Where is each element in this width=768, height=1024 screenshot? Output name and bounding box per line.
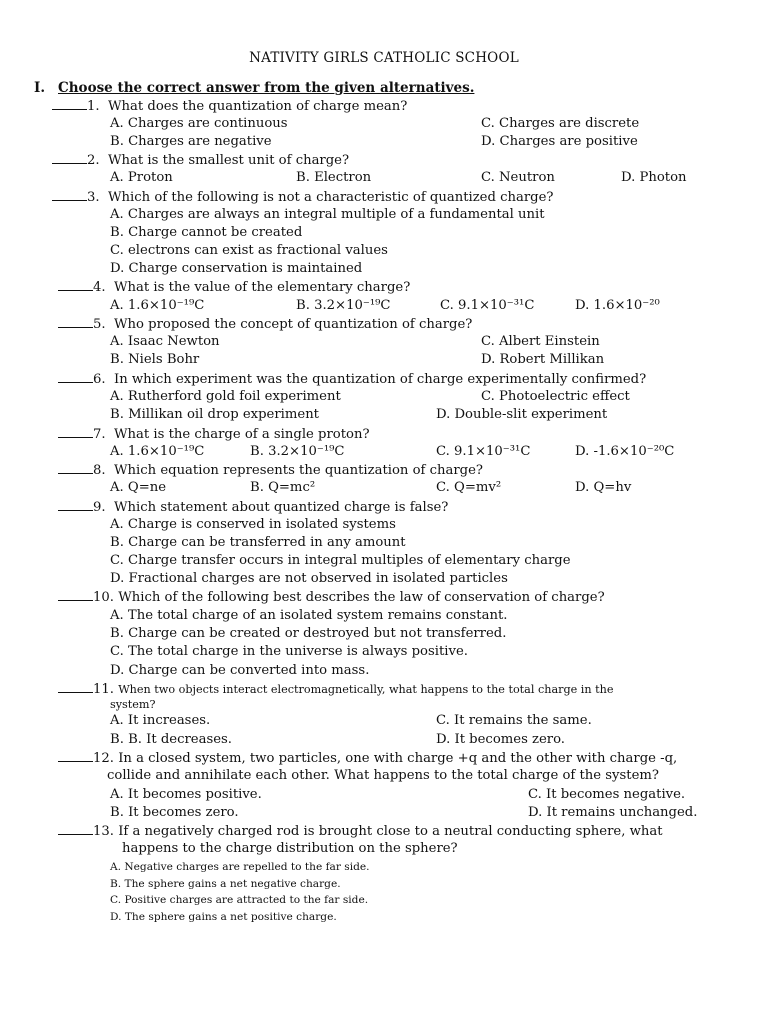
question-text: What is the value of the elementary charge?	[113, 280, 411, 295]
question-5	[58, 316, 472, 333]
question-9	[58, 499, 448, 516]
question-1	[52, 98, 407, 115]
option: D. Charge conservation is maintained	[110, 261, 363, 276]
question-4	[58, 279, 410, 296]
question-10	[58, 589, 605, 606]
option: B. Electron	[296, 170, 372, 185]
question-number: 2.	[87, 153, 100, 168]
answer-blank[interactable]	[58, 589, 93, 601]
question-text: Which of the following best describes the law of conservation of charge?	[118, 590, 605, 605]
option: B. Niels Bohr	[110, 352, 200, 367]
question-number: 7.	[93, 427, 106, 442]
option: D. -1.6×10⁻²⁰C	[575, 444, 675, 459]
option: D. Robert Millikan	[481, 352, 605, 367]
question-text: Which equation represents the quantization of charge?	[113, 463, 483, 478]
option: C. Q=mv²	[436, 480, 502, 495]
answer-blank[interactable]	[52, 98, 87, 110]
question-11	[58, 681, 613, 698]
option: B. The sphere gains a net negative charge.	[110, 878, 341, 890]
question-6	[58, 371, 646, 388]
question-text: In a closed system, two particles, one with charge +q and the other with charge -q,	[118, 751, 678, 766]
answer-blank[interactable]	[58, 316, 93, 328]
question-text: If a negatively charged rod is brought close to a neutral conducting sphere, what	[118, 824, 663, 839]
option: C. Photoelectric effect	[481, 389, 630, 404]
option: A. Rutherford gold foil experiment	[110, 389, 341, 404]
option: D. Photon	[621, 170, 687, 185]
option: B. Q=mc²	[250, 480, 316, 495]
option: C. Positive charges are attracted to the far side.	[110, 894, 369, 906]
answer-blank[interactable]	[52, 152, 87, 164]
question-8	[58, 462, 483, 479]
question-number: 13.	[93, 824, 114, 839]
option: A. 1.6×10⁻¹⁹C	[110, 298, 205, 313]
question-text: Who proposed the concept of quantization of charge?	[113, 317, 473, 332]
question-number: 12.	[93, 751, 114, 766]
option: D. It becomes zero.	[436, 732, 565, 747]
option: C. It remains the same.	[436, 713, 592, 728]
question-text: What does the quantization of charge mean?	[107, 99, 408, 114]
option: C. Charge transfer occurs in integral multiples of elementary charge	[110, 553, 571, 568]
option: B. Charge can be transferred in any amount	[110, 535, 406, 550]
question-2	[52, 152, 349, 169]
question-text-continued: system?	[110, 698, 156, 711]
option: D. It remains unchanged.	[528, 805, 698, 820]
option: B. 3.2×10⁻¹⁹C	[296, 298, 391, 313]
option: A. Charge is conserved in isolated systems	[110, 517, 396, 532]
option: D. 1.6×10⁻²⁰	[575, 298, 660, 313]
question-number: 10.	[93, 590, 114, 605]
option: A. Negative charges are repelled to the far side.	[110, 861, 370, 873]
option: B. B. It decreases.	[110, 732, 232, 747]
question-number: 1.	[87, 99, 100, 114]
answer-blank[interactable]	[58, 823, 93, 835]
option: B. It becomes zero.	[110, 805, 239, 820]
question-13	[58, 823, 663, 840]
school-title: NATIVITY GIRLS CATHOLIC SCHOOL	[249, 50, 519, 66]
option: D. Fractional charges are not observed in isolated particles	[110, 571, 508, 586]
question-text-continued: happens to the charge distribution on the sphere?	[122, 841, 458, 856]
question-7	[58, 426, 370, 443]
option: C. electrons can exist as fractional values	[110, 243, 388, 258]
option: A. The total charge of an isolated system remains constant.	[110, 608, 508, 623]
option: B. Millikan oil drop experiment	[110, 407, 319, 422]
answer-blank[interactable]	[58, 681, 93, 693]
section-number: I.	[34, 80, 46, 96]
option: A. Charges are always an integral multiple of a fundamental unit	[110, 207, 545, 222]
option: A. Isaac Newton	[110, 334, 220, 349]
question-number: 9.	[93, 500, 106, 515]
option: A. Q=ne	[110, 480, 167, 495]
option: D. Charge can be converted into mass.	[110, 663, 370, 678]
question-text: In which experiment was the quantization of charge experimentally confirmed?	[113, 372, 647, 387]
option: B. Charge cannot be created	[110, 225, 303, 240]
option: A. Proton	[110, 170, 173, 185]
question-text: When two objects interact electromagnetically, what happens to the total charge in the	[118, 683, 614, 696]
answer-blank[interactable]	[58, 279, 93, 291]
question-12	[58, 750, 677, 767]
option: D. Q=hv	[575, 480, 632, 495]
answer-blank[interactable]	[58, 499, 93, 511]
option: C. 9.1×10⁻³¹C	[440, 298, 535, 313]
question-text: What is the smallest unit of charge?	[107, 153, 350, 168]
option: C. Neutron	[481, 170, 555, 185]
option: A. 1.6×10⁻¹⁹C	[110, 444, 205, 459]
option: C. Albert Einstein	[481, 334, 600, 349]
option: D. The sphere gains a net positive charge.	[110, 911, 337, 923]
question-number: 11.	[93, 682, 114, 697]
question-text-continued: collide and annihilate each other. What happens to the total charge of the system?	[107, 768, 659, 783]
question-number: 6.	[93, 372, 106, 387]
answer-blank[interactable]	[58, 462, 93, 474]
option: B. Charges are negative	[110, 134, 272, 149]
option: A. It increases.	[110, 713, 211, 728]
option: A. Charges are continuous	[110, 116, 288, 131]
question-number: 4.	[93, 280, 106, 295]
answer-blank[interactable]	[58, 371, 93, 383]
option: B. Charge can be created or destroyed but not transferred.	[110, 626, 507, 641]
option: D. Charges are positive	[481, 134, 638, 149]
answer-blank[interactable]	[52, 189, 87, 201]
question-text: Which of the following is not a characteristic of quantized charge?	[107, 190, 554, 205]
section-heading	[34, 80, 474, 96]
option: C. It becomes negative.	[528, 787, 686, 802]
question-3	[52, 189, 553, 206]
question-text: Which statement about quantized charge is false?	[113, 500, 449, 515]
option: C. 9.1×10⁻³¹C	[436, 444, 531, 459]
question-number: 5.	[93, 317, 106, 332]
question-number: 3.	[87, 190, 100, 205]
option: A. It becomes positive.	[110, 787, 262, 802]
option: D. Double-slit experiment	[436, 407, 608, 422]
option: B. 3.2×10⁻¹⁹C	[250, 444, 345, 459]
option: C. The total charge in the universe is always positive.	[110, 644, 468, 659]
question-text: What is the charge of a single proton?	[113, 427, 370, 442]
answer-blank[interactable]	[58, 426, 93, 438]
option: C. Charges are discrete	[481, 116, 640, 131]
answer-blank[interactable]	[58, 750, 93, 762]
question-number: 8.	[93, 463, 106, 478]
section-instruction: Choose the correct answer from the given alternatives.	[58, 80, 475, 96]
